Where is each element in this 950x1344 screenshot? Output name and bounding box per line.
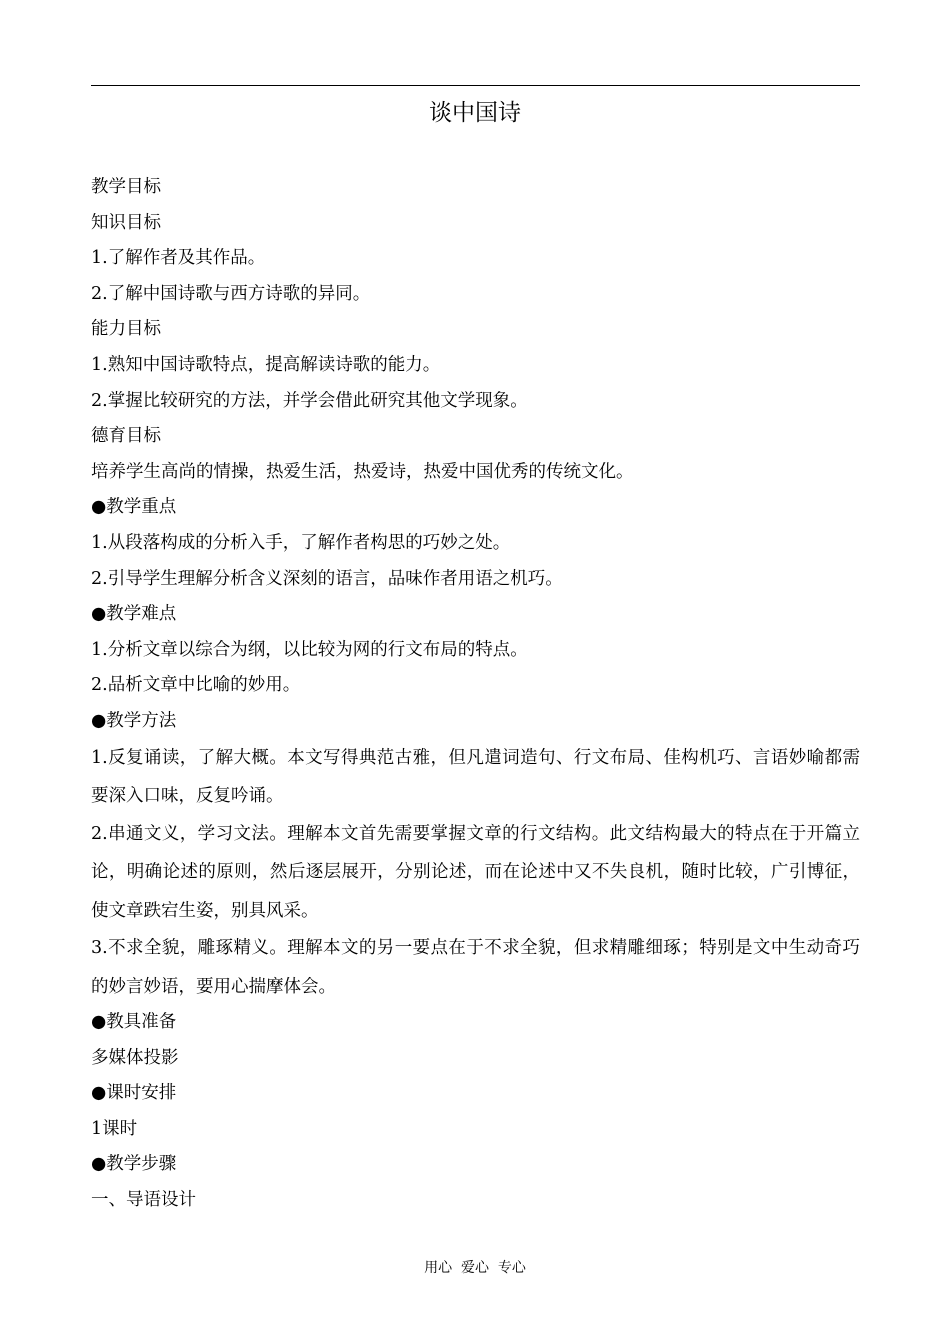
list-item: 1.了解作者及其作品。	[91, 248, 266, 269]
header-rule	[91, 85, 860, 86]
document-body	[91, 170, 860, 1219]
list-item: 2.品析文章中比喻的妙用。	[91, 675, 301, 696]
list-item: 2.掌握比较研究的方法，并学会借此研究其他文学现象。	[91, 390, 528, 411]
method-paragraph: 3.不求全貌，雕琢精义。理解本文的另一要点在于不求全貌，但求精雕细琢；特别是文中生动奇巧的妙言妙语，要用心揣摩体会。	[91, 938, 860, 997]
method-paragraph: 2.串通文义，学习文法。理解本文首先需要掌握文章的行文结构。此文结构最大的特点在于开篇立论，明确论述的原则，然后逐层展开，分别论述，而在论述中又不失良机，随时比较，广引博征，使文章跌宕生姿，别具风采。	[91, 823, 860, 921]
body-text: 多媒体投影	[91, 1047, 179, 1068]
method-paragraph: 1.反复诵读，了解大概。本文写得典范古雅，但凡遣词造句、行文布局、佳构机巧、言语妙喻都需要深入口味，反复吟诵。	[91, 747, 860, 806]
subheading-knowledge-goals: 知识目标	[91, 212, 161, 233]
page-footer: 用心 爱心 专心	[424, 1260, 526, 1276]
section-heading-difficulties: ●教学难点	[91, 604, 177, 625]
list-item: 2.引导学生理解分析含义深刻的语言，品味作者用语之机巧。	[91, 568, 563, 589]
body-text: 1课时	[91, 1118, 138, 1139]
heading-teaching-goals: 教学目标	[91, 177, 161, 197]
subheading-intro-design: 一、导语设计	[91, 1189, 196, 1210]
body-text: 培养学生高尚的情操，热爱生活，热爱诗，热爱中国优秀的传统文化。	[91, 461, 634, 482]
section-heading-key-points: ●教学重点	[91, 497, 177, 518]
list-item: 1.从段落构成的分析入手，了解作者构思的巧妙之处。	[91, 532, 511, 553]
list-item: 1.分析文章以综合为纲，以比较为网的行文布局的特点。	[91, 639, 528, 660]
subheading-ability-goals: 能力目标	[91, 319, 161, 340]
list-item: 1.熟知中国诗歌特点，提高解读诗歌的能力。	[91, 354, 441, 375]
page-title: 谈中国诗	[429, 100, 521, 126]
section-heading-schedule: ●课时安排	[91, 1083, 177, 1104]
list-item: 2.了解中国诗歌与西方诗歌的异同。	[91, 283, 371, 304]
section-heading-teaching-aids: ●教具准备	[91, 1012, 177, 1032]
section-heading-methods: ●教学方法	[91, 710, 177, 731]
section-heading-steps: ●教学步骤	[91, 1154, 177, 1175]
subheading-moral-goals: 德育目标	[91, 426, 161, 447]
